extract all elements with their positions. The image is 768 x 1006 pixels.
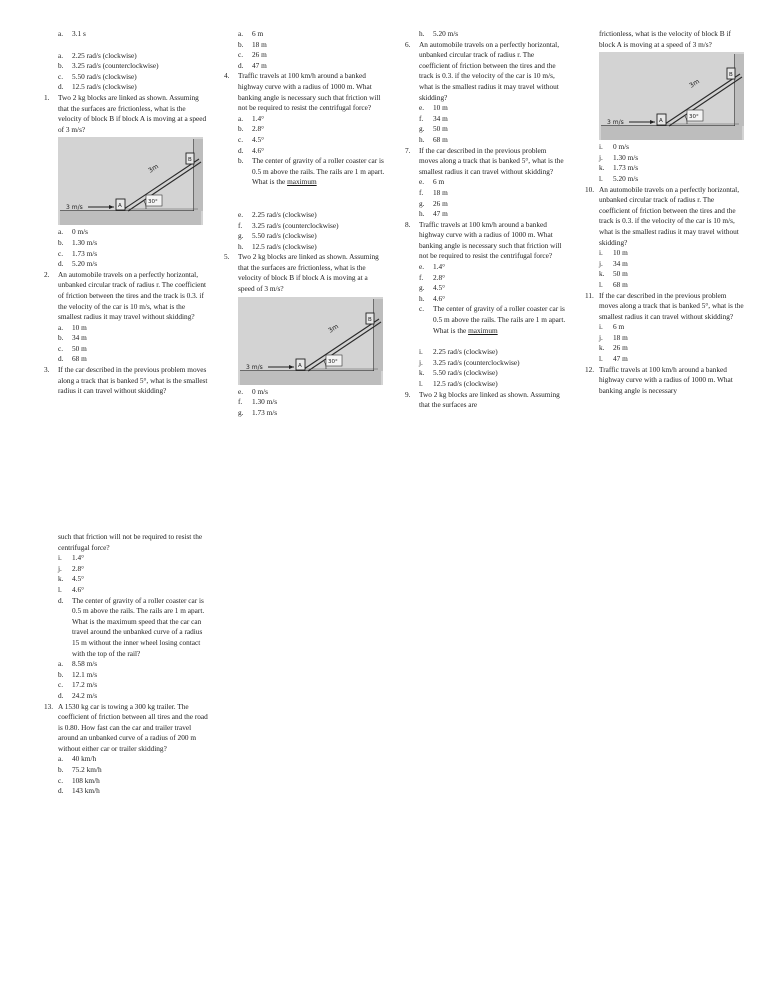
- option-text: 1.4°: [72, 553, 85, 563]
- answer-option: [44, 333, 208, 344]
- option-letter: e.: [238, 209, 244, 219]
- answer-option: [405, 135, 567, 146]
- answer-option: [44, 354, 208, 365]
- option-letter: i.: [599, 322, 603, 332]
- question-5: 5. Two 2 kg blocks are linked as shown. Assuming that the surfaces are frictionless, what is the velocity of block B if block A is moving at a speed of 3 m/s?: [224, 252, 379, 294]
- answer-option: [44, 259, 208, 270]
- option-letter: g.: [419, 198, 425, 208]
- option-text: 68 m: [433, 134, 448, 144]
- answer-option: [405, 283, 567, 294]
- option-letter: c.: [58, 248, 64, 258]
- answer-option: [44, 574, 208, 585]
- option-text: 1.30 m/s: [252, 397, 278, 407]
- option-letter: e.: [419, 262, 425, 272]
- option-text: 50 m: [72, 343, 87, 353]
- answer-option: [224, 40, 386, 51]
- question-2: 2. An automobile travels on a perfectly horizontal, unbanked circular track of radius r. The coefficient of friction between the tires and the track is 0.3. if the velocity of the car is 10 m/s, what is the smallest radius it may travel without skidding?: [44, 269, 207, 322]
- option-text: 2.8°: [252, 124, 265, 134]
- options-group: [585, 248, 745, 290]
- option-text: 1.4°: [433, 262, 446, 272]
- underlined-word: maximum: [287, 177, 317, 187]
- option-letter: c.: [58, 775, 64, 785]
- options-group: [224, 114, 386, 156]
- option-text: 5.20 m/s: [433, 29, 459, 38]
- option-letter: h.: [419, 134, 425, 144]
- option-text: 5.50 rad/s (clockwise): [72, 71, 137, 81]
- option-letter: d.: [58, 82, 64, 92]
- option-letter: j.: [599, 332, 603, 342]
- option-text: 26 m: [613, 343, 628, 353]
- option-letter: i.: [58, 553, 62, 563]
- answer-option: [405, 273, 567, 284]
- figure-label: B: [368, 316, 372, 323]
- options-group: [405, 177, 567, 219]
- question-text: Traffic travels at 100 km/h around a banked highway curve with a radius of 1000 m. What banking angle is necessary: [599, 364, 733, 395]
- option-letter: f.: [238, 220, 243, 230]
- answer-option: [224, 408, 386, 419]
- question-text: Traffic travels at 100 km/h around a banked highway curve with a radius of 1000 m. What banking angle is necessary such that friction will not be required to resist the centrifugal force?: [419, 219, 562, 261]
- question-text: A 1530 kg car is towing a 300 kg trailer. The coefficient of friction between all tires and the road is 0.80. How fast can the car and trailer travel around an unbanked curve of a radius of 200 m without either car or trailer skidding?: [58, 701, 208, 753]
- option-text: 68 m: [613, 279, 628, 289]
- answer-option: [44, 553, 208, 564]
- option-text: 3.25 rad/s (counterclockwise): [72, 61, 159, 71]
- option-text: 3.25 rad/s (counterclockwise): [252, 220, 339, 230]
- answer-option: [405, 379, 567, 390]
- options-group: [224, 29, 386, 71]
- option-text: 3.1 s: [72, 29, 86, 38]
- option-letter: f.: [419, 187, 424, 197]
- question-11: 11. If the car described in the previous problem moves along a track that is banked 5°, what is the smallest radius it can travel without skidding?: [585, 290, 744, 321]
- question-text: If the car described in the previous problem moves along a track that is banked 5°, what is the smallest radius it can travel without skidding?: [599, 290, 744, 321]
- figure-label: 3 m/s: [66, 204, 83, 212]
- column-2: [224, 29, 386, 418]
- question-text: The center of gravity of a roller coaster car is 0.5 m above the rails. The rails are 1 m apart. What is the: [433, 304, 566, 335]
- option-text: 2.25 rad/s (clockwise): [72, 50, 137, 60]
- option-text: 26 m: [433, 198, 448, 208]
- option-text: 50 m: [613, 269, 628, 279]
- options-group: [44, 227, 208, 269]
- answer-option: [585, 269, 745, 280]
- question-text: An automobile travels on a perfectly horizontal, unbanked circular track of radius r. The coefficient of friction between the tires and the track is 0.3. if the velocity of the car is 10 m/s, what is the smallest radius it may travel without skidding?: [599, 184, 740, 247]
- option-text: 2.25 rad/s (clockwise): [433, 347, 498, 357]
- option-text: 0 m/s: [613, 142, 630, 152]
- answer-option: [224, 61, 386, 72]
- blocks-incline-figure: [599, 52, 744, 140]
- answer-option: [44, 249, 208, 260]
- question-13: 13. A 1530 kg car is towing a 300 kg trailer. The coefficient of friction between all tires and the road is 0.80. How fast can the car and trailer travel around an unbanked curve of a radius of 200 m without either car or trailer skidding?: [44, 701, 208, 753]
- question-text: The center of gravity of a roller coaster car is 0.5 m above the rails. The rails are 1 m apart. What is the maximum speed that the car can travel around the unbanked curve of a radius 15 m without the inner wheel losing contact with the top of the rail?: [72, 595, 205, 658]
- option-letter: k.: [58, 574, 64, 584]
- answer-option: [224, 135, 386, 146]
- option-text: 2.8°: [433, 272, 446, 282]
- option-text: 5.50 rad/s (clockwise): [433, 368, 498, 378]
- question-text: If the car described in the previous problem moves along a track that is banked 5°, what is the smallest radius it can travel without skidding?: [419, 145, 564, 176]
- option-text: 3.25 rad/s (counterclockwise): [433, 357, 520, 367]
- option-letter: h.: [238, 241, 244, 251]
- question-text: An automobile travels on a perfectly horizontal, unbanked circular track of radius r. The coefficient of friction between the tires and the track is 0.3. if the velocity of the car is 10 m/s, what is the smallest radius it may travel without skidding?: [58, 269, 207, 322]
- answer-option: [585, 343, 745, 354]
- option-text: 1.4°: [252, 113, 265, 123]
- option-letter: k.: [419, 368, 425, 378]
- option-text: 1.73 m/s: [613, 163, 639, 173]
- option-text: 34 m: [613, 258, 628, 268]
- answer-option: [224, 231, 386, 242]
- answer-option: [44, 691, 208, 702]
- option-letter: a.: [58, 754, 64, 764]
- option-letter: h.: [419, 29, 425, 38]
- option-text: 5.20 m/s: [72, 259, 98, 269]
- option-letter: c.: [238, 134, 244, 144]
- option-text: 4.6°: [433, 293, 446, 303]
- options-group: [224, 387, 386, 419]
- option-letter: a.: [58, 50, 64, 60]
- answer-option: [224, 29, 386, 40]
- option-letter: g.: [238, 231, 244, 241]
- option-text: 12.1 m/s: [72, 669, 98, 679]
- question-continuation: frictionless, what is the velocity of block B if block A is moving at a speed of 3 m/s?: [599, 29, 731, 49]
- figure-label: 30°: [148, 199, 158, 206]
- option-letter: i.: [599, 142, 603, 152]
- option-letter: e.: [419, 103, 425, 113]
- options-group: [44, 754, 208, 796]
- option-letter: l.: [599, 279, 603, 289]
- options-group: [405, 103, 567, 145]
- option-text: 4.5°: [433, 283, 446, 293]
- blocks-incline-figure: [238, 297, 383, 385]
- option-letter: d.: [58, 690, 64, 700]
- question-1: 1. Two 2 kg blocks are linked as shown. Assuming that the surfaces are frictionless, what is the velocity of block B if block A is moving at a speed of 3 m/s?: [44, 92, 207, 134]
- question-12: 12. Traffic travels at 100 km/h around a banked highway curve with a radius of 1000 m. What banking angle is necessary: [585, 364, 733, 395]
- answer-option: [44, 72, 208, 83]
- answer-option: [405, 103, 567, 114]
- option-letter: j.: [599, 152, 603, 162]
- answer-option: [224, 210, 386, 221]
- question-continuation: such that friction will not be required to resist the centrifugal force?: [58, 532, 203, 552]
- answer-option: [44, 786, 208, 797]
- option-text: 12.5 rad/s (clockwise): [72, 82, 137, 92]
- option-letter: j.: [58, 563, 62, 573]
- answer-option: [44, 680, 208, 691]
- option-letter: k.: [599, 163, 605, 173]
- option-letter: a.: [238, 29, 244, 38]
- figure-label: 3m: [326, 322, 340, 335]
- option-letter: a.: [58, 29, 64, 38]
- option-letter: d.: [58, 354, 64, 364]
- option-text: 10 m: [72, 322, 87, 332]
- option-text: 4.5°: [72, 574, 85, 584]
- option-letter: l.: [419, 379, 423, 388]
- answer-option: [585, 174, 745, 185]
- options-group: [405, 347, 567, 389]
- option-letter: g.: [238, 407, 244, 417]
- figure-label: A: [659, 118, 663, 125]
- option-letter: j.: [599, 258, 603, 268]
- option-text: 75.2 km/h: [72, 765, 102, 775]
- question-3: 3. If the car described in the previous problem moves along a track that is banked 5°, what is the smallest radius it can travel without skidding?: [44, 365, 208, 396]
- option-text: 17.2 m/s: [72, 680, 98, 690]
- question-text: Traffic travels at 100 km/h around a banked highway curve with a radius of 1000 m. What banking angle is necessary such that friction will not be required to resist the centrifugal force?: [238, 71, 381, 113]
- answer-option: [405, 188, 567, 199]
- question-text: Two 2 kg blocks are linked as shown. Assuming that the surfaces are frictionless, what is the velocity of block B if block A is moving at a speed of 3 m/s?: [58, 92, 207, 134]
- options-group: [44, 51, 208, 93]
- figure-label: 3 m/s: [246, 363, 263, 371]
- option-text: 6 m: [613, 322, 625, 332]
- option-text: 143 km/h: [72, 786, 100, 796]
- option-letter: d.: [58, 786, 64, 796]
- figure-label: 30°: [689, 114, 699, 121]
- option-letter: c.: [58, 680, 64, 690]
- option-letter: b.: [58, 669, 64, 679]
- figure-label: B: [729, 72, 733, 79]
- answer-option: [405, 347, 567, 358]
- option-text: 2.8°: [72, 563, 85, 573]
- answer-option: [224, 221, 386, 232]
- option-text: 4.5°: [252, 134, 265, 144]
- options-group: [405, 262, 567, 304]
- option-letter: l.: [599, 173, 603, 183]
- figure-label: 3m: [687, 77, 701, 90]
- answer-option: [44, 227, 208, 238]
- answer-option: [405, 294, 567, 305]
- answer-option: [44, 323, 208, 334]
- question-text: Two 2 kg blocks are linked as shown. Assuming that the surfaces are: [419, 389, 560, 410]
- options-group: [405, 29, 567, 40]
- question-6: 6. An automobile travels on a perfectly horizontal, unbanked circular track of radius r. The coefficient of friction between the tires and the track is 0.3. if the velocity of the car is 10 m/s, what is the smallest radius it may travel without skidding?: [405, 39, 560, 102]
- options-group: [224, 210, 386, 252]
- option-letter: l.: [599, 354, 603, 364]
- answer-option: [405, 29, 567, 40]
- answer-option: [44, 670, 208, 681]
- sub-question-c: c. The center of gravity of a roller coaster car is 0.5 m above the rails. The rails are 1 m apart. What is the maximum: [419, 304, 566, 335]
- option-text: 5.20 m/s: [613, 173, 639, 183]
- sub-question-d: d. The center of gravity of a roller coaster car is 0.5 m above the rails. The rails are 1 m apart. What is the maximum speed that the car can travel around the unbanked curve of a radius 15 m without the inner wheel losing contact with the top of the rail?: [58, 595, 205, 658]
- blocks-incline-figure: [58, 137, 203, 225]
- option-text: 10 m: [613, 248, 628, 258]
- option-letter: c.: [58, 343, 64, 353]
- option-text: 1.73 m/s: [72, 248, 98, 258]
- question-10: 10. An automobile travels on a perfectly horizontal, unbanked circular track of radius r. The coefficient of friction between the tires and the track is 0.3. if the velocity of the car is 10 m/s, what is the smallest radius it may travel without skidding?: [585, 184, 740, 247]
- option-text: 8.58 m/s: [72, 659, 98, 669]
- option-text: 26 m: [252, 50, 267, 60]
- question-8: 8. Traffic travels at 100 km/h around a banked highway curve with a radius of 1000 m. What banking angle is necessary such that friction will not be required to resist the centrifugal force?: [405, 219, 562, 261]
- options-group: [585, 322, 745, 364]
- option-text: 18 m: [252, 39, 267, 49]
- option-text: 47 m: [613, 354, 628, 364]
- options-group: [44, 29, 208, 40]
- option-letter: g.: [419, 283, 425, 293]
- option-text: 4.6°: [252, 145, 265, 155]
- option-text: 12.5 rad/s (clockwise): [433, 379, 498, 388]
- answer-option: [224, 387, 386, 398]
- option-text: 6 m: [252, 29, 264, 38]
- option-text: 34 m: [72, 333, 87, 343]
- answer-option: [44, 238, 208, 249]
- option-text: 24.2 m/s: [72, 690, 98, 700]
- option-text: 68 m: [72, 354, 87, 364]
- answer-option: [585, 153, 745, 164]
- answer-option: [405, 368, 567, 379]
- option-letter: f.: [238, 397, 243, 407]
- underlined-word: maximum: [468, 325, 498, 335]
- option-letter: b.: [58, 237, 64, 247]
- option-text: 18 m: [613, 332, 628, 342]
- option-text: 108 km/h: [72, 775, 100, 785]
- answer-option: [585, 142, 745, 153]
- answer-option: [585, 333, 745, 344]
- answer-option: [585, 259, 745, 270]
- option-letter: c.: [58, 71, 64, 81]
- figure-label: 30°: [328, 358, 338, 365]
- option-text: 12.5 rad/s (clockwise): [252, 241, 317, 251]
- question-9: 9. Two 2 kg blocks are linked as shown. Assuming that the surfaces are: [405, 389, 560, 410]
- option-text: 0 m/s: [72, 227, 89, 237]
- figure-label: 3m: [146, 162, 160, 176]
- question-7: 7. If the car described in the previous problem moves along a track that is banked 5°, what is the smallest radius it can travel without skidding?: [405, 145, 564, 176]
- answer-option: [44, 61, 208, 72]
- option-letter: l.: [58, 584, 62, 594]
- option-letter: b.: [58, 333, 64, 343]
- option-letter: b.: [238, 39, 244, 49]
- option-text: 6 m: [433, 177, 445, 187]
- option-letter: j.: [419, 357, 423, 367]
- answer-option: [405, 358, 567, 369]
- answer-option: [44, 765, 208, 776]
- column-3: [405, 29, 567, 411]
- column-1: [44, 29, 208, 397]
- option-letter: f.: [419, 113, 424, 123]
- answer-option: [44, 754, 208, 765]
- option-letter: a.: [58, 322, 64, 332]
- option-letter: f.: [419, 272, 424, 282]
- answer-option: [44, 776, 208, 787]
- option-text: 40 km/h: [72, 754, 97, 764]
- answer-option: [405, 262, 567, 273]
- options-group: [585, 142, 745, 184]
- option-text: 47 m: [252, 60, 267, 70]
- answer-option: [44, 659, 208, 670]
- option-text: 2.25 rad/s (clockwise): [252, 209, 317, 219]
- answer-option: [44, 344, 208, 355]
- option-text: 0 m/s: [252, 386, 269, 396]
- option-letter: i.: [599, 248, 603, 258]
- figure-label: A: [118, 203, 122, 210]
- answer-option: [44, 564, 208, 575]
- figure-label: A: [298, 362, 302, 369]
- option-text: 5.50 rad/s (clockwise): [252, 231, 317, 241]
- answer-option: [44, 29, 208, 40]
- options-group: [44, 553, 208, 595]
- options-group: [44, 323, 208, 365]
- option-text: 34 m: [433, 113, 448, 123]
- answer-option: [44, 585, 208, 596]
- option-letter: d.: [238, 60, 244, 70]
- figure-label: 3 m/s: [607, 119, 624, 127]
- question-text: The center of gravity of a roller coaster car is 0.5 m above the rails. The rails are 1 m apart. What is the: [252, 156, 385, 187]
- option-text: 1.30 m/s: [72, 237, 98, 247]
- answer-option: [585, 280, 745, 291]
- option-text: 47 m: [433, 209, 448, 219]
- option-letter: b.: [58, 765, 64, 775]
- option-text: 1.30 m/s: [613, 152, 639, 162]
- sub-question-b: b. The center of gravity of a roller coaster car is 0.5 m above the rails. The rails are 1 m apart. What is the maximum: [238, 156, 385, 187]
- option-letter: h.: [419, 293, 425, 303]
- figure-label: B: [188, 157, 192, 164]
- answer-option: [585, 354, 745, 365]
- option-letter: d.: [58, 259, 64, 269]
- column-4: [585, 29, 745, 396]
- answer-option: [405, 209, 567, 220]
- option-letter: d.: [238, 145, 244, 155]
- option-letter: e.: [419, 177, 425, 187]
- answer-option: [405, 114, 567, 125]
- option-letter: a.: [58, 227, 64, 237]
- question-text: If the car described in the previous problem moves along a track that is banked 5°, what is the smallest radius it can travel without skidding?: [58, 365, 208, 396]
- options-group: [44, 659, 208, 701]
- question-text: Two 2 kg blocks are linked as shown. Assuming that the surfaces are frictionless, what is the velocity of block B if block A is moving at a speed of 3 m/s?: [238, 252, 379, 294]
- answer-option: [224, 242, 386, 253]
- answer-option: [405, 177, 567, 188]
- option-text: 1.73 m/s: [252, 407, 278, 417]
- answer-option: [585, 248, 745, 259]
- answer-option: [585, 163, 745, 174]
- option-letter: g.: [419, 124, 425, 134]
- answer-option: [44, 51, 208, 62]
- answer-option: [44, 82, 208, 93]
- option-letter: a.: [58, 659, 64, 669]
- question-4: 4. Traffic travels at 100 km/h around a banked highway curve with a radius of 1000 m. What banking angle is necessary such that friction will not be required to resist the centrifugal force?: [224, 71, 381, 113]
- option-text: 10 m: [433, 103, 448, 113]
- answer-option: [224, 50, 386, 61]
- answer-option: [405, 124, 567, 135]
- option-letter: h.: [419, 209, 425, 219]
- option-text: 4.6°: [72, 584, 85, 594]
- question-text: An automobile travels on a perfectly horizontal, unbanked circular track of radius r. The coefficient of friction between the tires and the track is 0.3. if the velocity of the car is 10 m/s, what is the smallest radius it may travel without skidding?: [419, 39, 560, 102]
- option-letter: k.: [599, 269, 605, 279]
- answer-option: [224, 114, 386, 125]
- answer-option: [405, 199, 567, 210]
- answer-option: [224, 124, 386, 135]
- answer-option: [224, 146, 386, 157]
- option-letter: k.: [599, 343, 605, 353]
- answer-option: [585, 322, 745, 333]
- option-letter: b.: [238, 124, 244, 134]
- option-letter: i.: [419, 347, 423, 357]
- option-letter: e.: [238, 386, 244, 396]
- option-letter: a.: [238, 113, 244, 123]
- column-1-continued: [44, 532, 208, 797]
- option-text: 50 m: [433, 124, 448, 134]
- option-letter: c.: [238, 50, 244, 60]
- option-letter: b.: [58, 61, 64, 71]
- option-text: 18 m: [433, 187, 448, 197]
- answer-option: [224, 397, 386, 408]
